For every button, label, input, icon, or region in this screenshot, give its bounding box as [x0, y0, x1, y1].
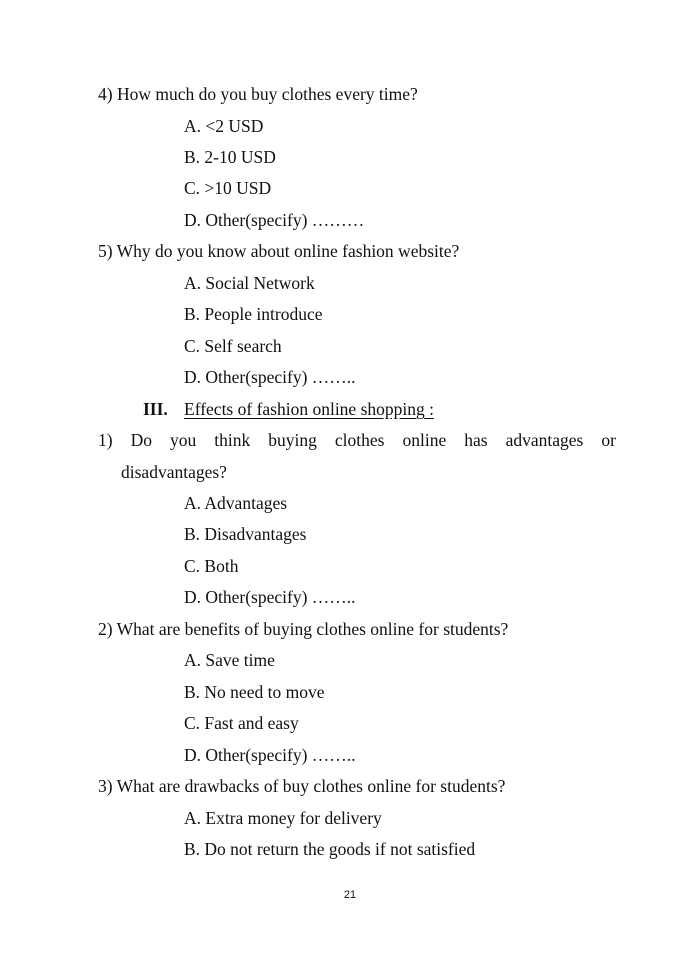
question-5-option-d: D. Other(specify) ……..: [184, 367, 356, 387]
question-2-option-c: C. Fast and easy: [184, 713, 299, 733]
question-2-option-d: D. Other(specify) ……..: [184, 745, 356, 765]
question-5-option-a: A. Social Network: [184, 273, 315, 293]
question-3-option-a: A. Extra money for delivery: [184, 808, 382, 828]
section-title: Effects of fashion online shopping :: [184, 399, 434, 419]
question-1-option-b: B. Disadvantages: [184, 524, 307, 544]
question-2-option-b: B. No need to move: [184, 682, 325, 702]
question-4-option-c: C. >10 USD: [184, 178, 272, 198]
section-number: III.: [143, 399, 168, 419]
question-1-word: you: [170, 430, 197, 450]
question-2-option-a: A. Save time: [184, 650, 275, 670]
question-3-option-b: B. Do not return the goods if not satisfied: [184, 839, 476, 859]
question-1-word: think: [214, 430, 251, 450]
question-1-word: 1): [98, 430, 113, 450]
question-4-option-b: B. 2-10 USD: [184, 147, 276, 167]
question-3: 3) What are drawbacks of buy clothes online for students?: [98, 776, 506, 796]
question-4-option-a: A. <2 USD: [184, 116, 264, 136]
question-1-word: buying: [268, 430, 317, 450]
question-1-word: clothes: [334, 430, 385, 450]
question-1-continuation: disadvantages?: [121, 462, 227, 482]
question-5-option-b: B. People introduce: [184, 304, 323, 324]
page-number: 21: [343, 889, 357, 901]
question-1-word: Do: [130, 430, 152, 450]
question-1-word: advantages: [505, 430, 584, 450]
question-1-word: has: [464, 430, 488, 450]
question-4-option-d: D. Other(specify) ………: [184, 210, 365, 230]
question-1-option-d: D. Other(specify) ……..: [184, 587, 356, 607]
question-1-option-c: C. Both: [184, 556, 239, 576]
question-5-option-c: C. Self search: [184, 336, 282, 356]
question-2: 2) What are benefits of buying clothes online for students?: [98, 619, 509, 639]
question-1-word: or: [601, 430, 616, 450]
question-5: 5) Why do you know about online fashion website?: [98, 241, 460, 261]
question-1-option-a: A. Advantages: [184, 493, 288, 513]
question-1: [98, 430, 616, 450]
question-4: 4) How much do you buy clothes every time?: [98, 84, 418, 104]
question-1-word: online: [402, 430, 447, 450]
